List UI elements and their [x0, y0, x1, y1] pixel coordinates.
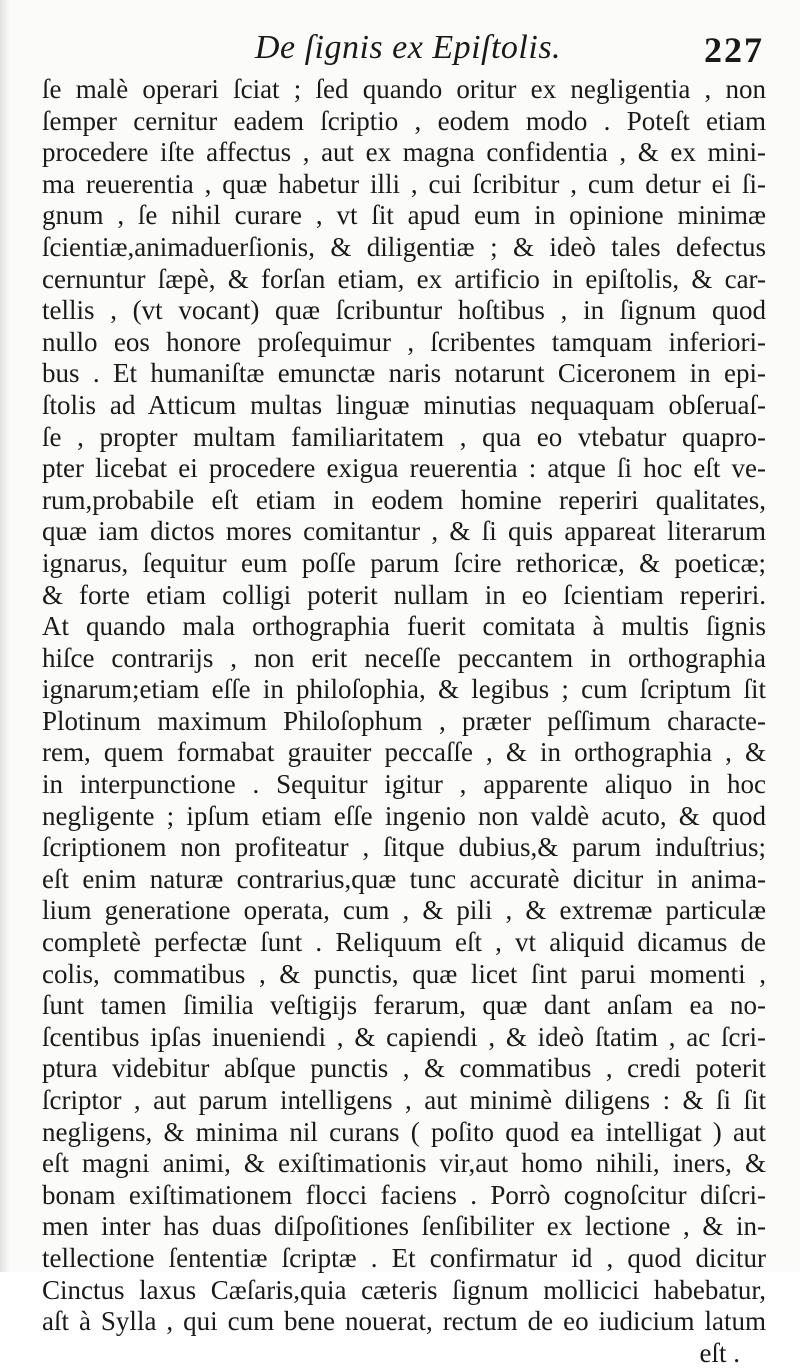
- text-line: ptura videbitur abſque punctis , & commatibus , credi poterit: [42, 1053, 766, 1084]
- text-line: Plotinum maximum Philoſophum , præter peſſimum characte-: [42, 705, 766, 736]
- text-line: lium generatione operata, cum , & pili , & extremæ particulæ: [42, 895, 766, 926]
- text-line: ignarus, ſequitur eum poſſe parum ſcire rethoricæ, & poeticæ;: [42, 547, 766, 578]
- text-line: eſt enim naturæ contrarius,quæ tunc accuratè dicitur in anima-: [42, 863, 766, 894]
- text-line: tellectione ſententiæ ſcriptæ . Et confirmatur id , quod dicitur: [42, 1242, 766, 1273]
- text-line: quæ iam dictos mores comitantur , & ſi quis appareat literarum: [42, 516, 766, 547]
- text-line: nullo eos honore proſequimur , ſcribentes tamquam inferiori-: [42, 326, 766, 357]
- text-line: rum,probabile eſt etiam in eodem homine reperiri qualitates,: [42, 484, 766, 515]
- text-line: completè perfectæ ſunt . Reliquum eſt , vt aliquid dicamus de: [42, 927, 766, 958]
- text-line: colis, commatibus , & punctis, quæ licet ſint parui momenti ,: [42, 958, 766, 989]
- text-line: pter licebat ei procedere exigua reuerentia : atque ſi hoc eſt ve-: [42, 453, 766, 484]
- text-line: ſcientiæ,animaduerſionis, & diligentiæ ; & ideò tales defectus: [42, 231, 766, 262]
- text-line: men inter has duas diſpoſitiones ſenſibiliter ex lectione , & in-: [42, 1211, 766, 1242]
- text-line: ſe malè operari ſciat ; ſed quando oritur ex negligentia , non: [42, 74, 766, 104]
- text-line: gnum , ſe nihil curare , vt ſit apud eum in opinione minimæ: [42, 200, 766, 231]
- text-line: ma reuerentia , quæ habetur illi , cui ſcribitur , cum detur ei ſi-: [42, 168, 766, 199]
- text-line: hiſce contrarijs , non erit neceſſe peccantem in orthographia: [42, 642, 766, 673]
- text-line: eſt .: [699, 1337, 740, 1368]
- text-line: cernuntur ſæpè, & forſan etiam, ex artificio in epiſtolis, & car-: [42, 263, 766, 294]
- text-line: aſt à Sylla , qui cum bene nouerat, rectum de eo iudicium latum: [42, 1306, 766, 1337]
- page-number: 227: [704, 30, 764, 70]
- text-line: Cinctus laxus Cæſaris,quia cæteris ſignum mollicici habebatur,: [42, 1274, 766, 1305]
- text-line: procedere iſte affectus , aut ex magna confidentia , & ex mini-: [42, 137, 766, 168]
- text-line: ſemper cernitur eadem ſcriptio , eodem modo . Poteſt etiam: [42, 105, 766, 136]
- text-line: ſcentibus ipſas inueniendi , & capiendi , & ideò ſtatim , ac ſcri-: [42, 1021, 766, 1052]
- binding-shadow: [0, 0, 10, 1272]
- body-text: [42, 74, 766, 1369]
- text-line: bonam exiſtimationem flocci faciens . Porrò cognoſcitur diſcri-: [42, 1179, 766, 1210]
- text-line: At quando mala orthographia fuerit comitata à multis ſignis: [42, 611, 766, 642]
- running-head: De ſignis ex Epiſtolis.: [254, 29, 562, 66]
- text-line: ſunt tamen ſimilia veſtigijs ferarum, quæ dant anſam ea no-: [42, 990, 766, 1021]
- text-line: tellis , (vt vocant) quæ ſcribuntur hoſtibus , in ſignum quod: [42, 295, 766, 326]
- text-line: in interpunctione . Sequitur igitur , apparente aliquo in hoc: [42, 769, 766, 800]
- text-line: bus . Et humaniſtæ emunctæ naris notarunt Ciceronem in epi-: [42, 358, 766, 389]
- text-line: ignarum;etiam eſſe in philoſophia, & legibus ; cum ſcriptum ſit: [42, 674, 766, 705]
- text-line: & forte etiam colligi poterit nullam in eo ſcientiam reperiri.: [42, 579, 766, 610]
- text-line: ſcriptor , aut parum intelligens , aut minimè diligens : & ſi ſit: [42, 1085, 766, 1115]
- text-line: negligente ; ipſum etiam eſſe ingenio non valdè acuto, & quod: [42, 800, 766, 831]
- text-line: ſe , propter multam familiaritatem , qua eo vtebatur quapro-: [42, 421, 766, 452]
- text-line: rem, quem formabat grauiter peccaſſe , & in orthographia , &: [42, 737, 766, 768]
- text-line: eſt magni animi, & exiſtimationis vir,aut homo nihili, iners, &: [42, 1148, 766, 1179]
- text-line: negligens, & minima nil curans ( poſito quod ea intelligat ) aut: [42, 1116, 766, 1147]
- text-line: ſtolis ad Atticum multas linguæ minutias nequaquam obſeruaſ-: [42, 389, 766, 420]
- text-line: ſcriptionem non profiteatur , ſitque dubius,& parum induſtrius;: [42, 832, 766, 863]
- page-header: [40, 26, 776, 76]
